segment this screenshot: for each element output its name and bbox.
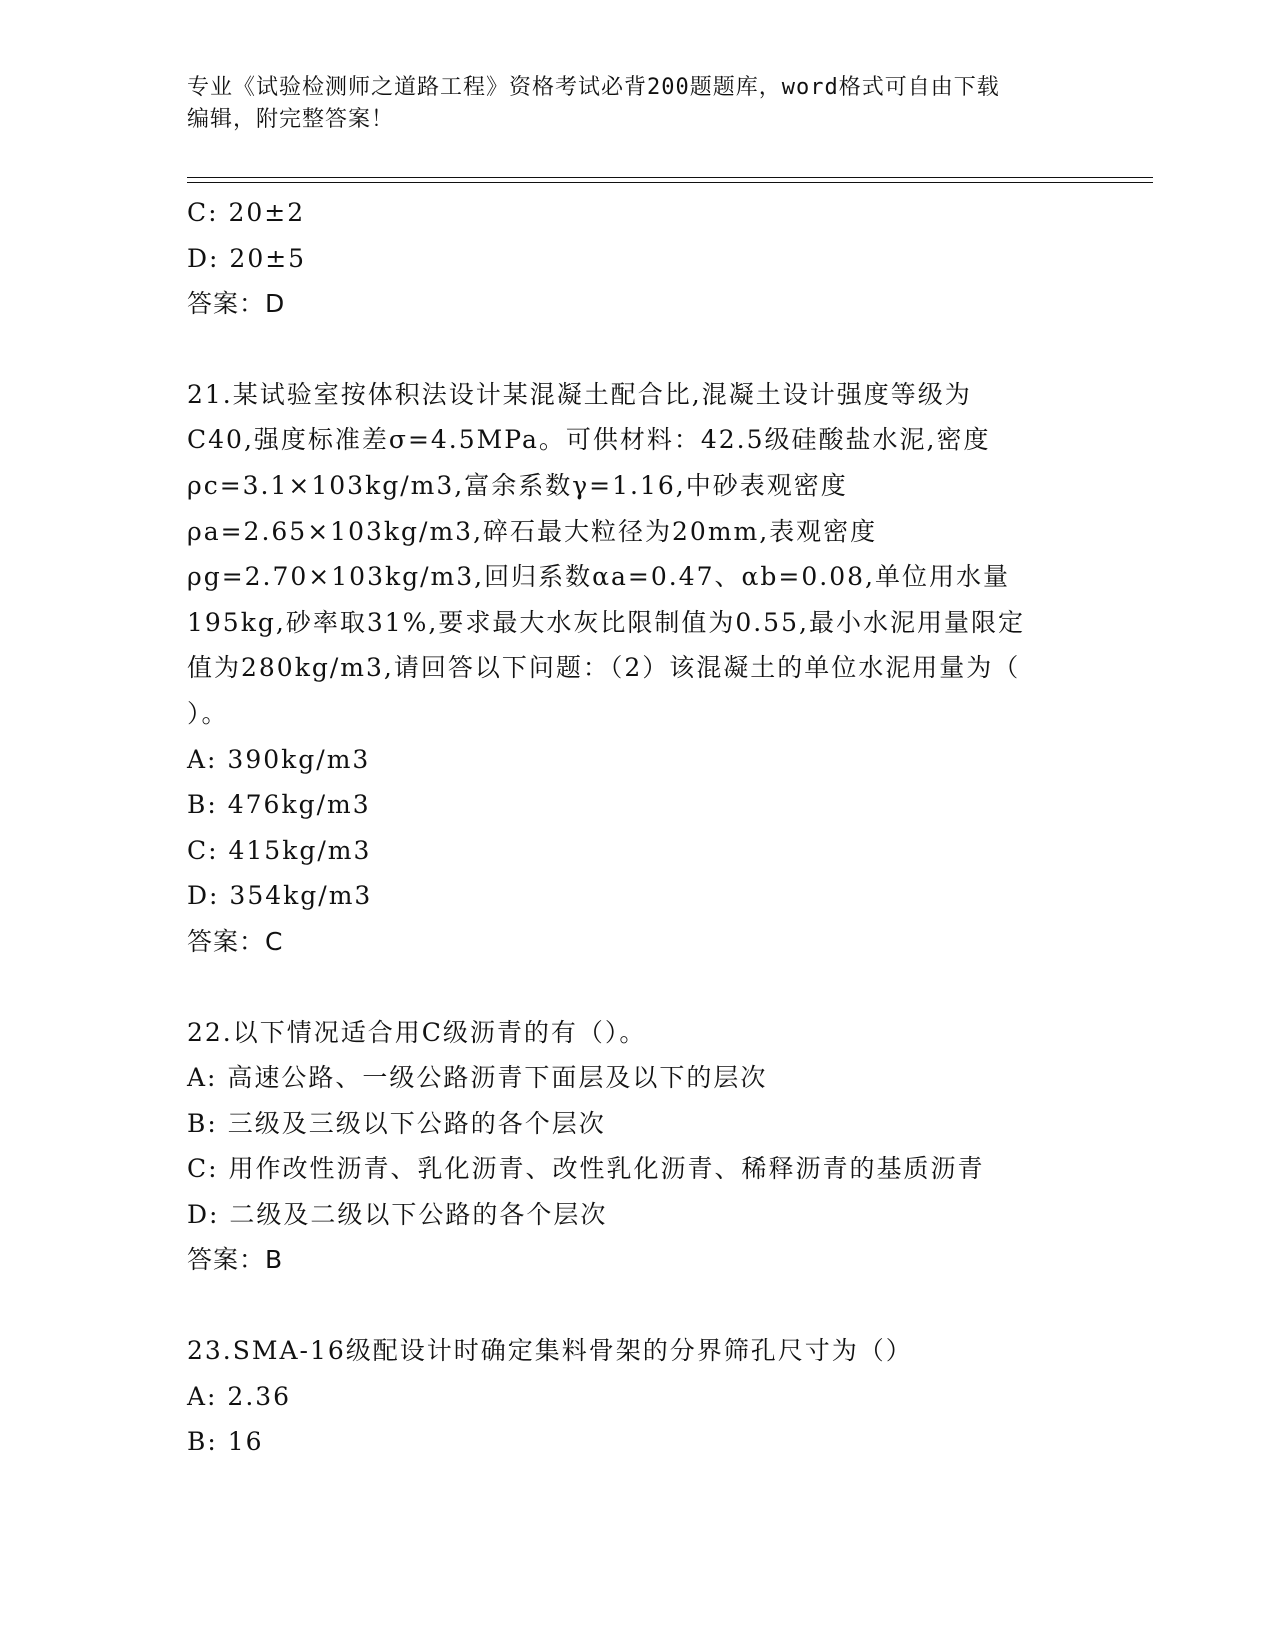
option-a: A: 2.36 bbox=[187, 1381, 292, 1411]
option-b: B: 476kg/m3 bbox=[187, 790, 371, 820]
option-b: B: 16 bbox=[187, 1427, 264, 1457]
header-rule-top bbox=[187, 177, 1153, 178]
option-a: A: 高速公路、一级公路沥青下面层及以下的层次 bbox=[187, 1063, 768, 1093]
question-stem-line: 值为280kg/m3,请回答以下问题：（2）该混凝土的单位水泥用量为（ bbox=[187, 653, 1021, 683]
page-header bbox=[187, 72, 1067, 136]
option-c: C: 用作改性沥青、乳化沥青、改性乳化沥青、稀释沥青的基质沥青 bbox=[187, 1154, 985, 1184]
question-stem-line: ρg=2.70×103kg/m3,回归系数αa=0.47、αb=0.08,单位用水量 bbox=[187, 562, 1010, 592]
question-spacer bbox=[187, 1283, 1087, 1328]
question-spacer bbox=[187, 965, 1087, 1010]
question-content bbox=[187, 190, 1087, 1465]
question-stem-line: 195kg,砂率取31%,要求最大水灰比限制值为0.55,最小水泥用量限定 bbox=[187, 607, 1025, 637]
question-stem-line: C40,强度标准差σ=4.5MPa。可供材料：42.5级硅酸盐水泥,密度 bbox=[187, 425, 991, 455]
answer-line: 答案：C bbox=[187, 926, 284, 956]
option-b: B: 三级及三级以下公路的各个层次 bbox=[187, 1108, 606, 1138]
option-d: D: 二级及二级以下公路的各个层次 bbox=[187, 1199, 608, 1229]
question-stem-line: ρc=3.1×103kg/m3,富余系数γ=1.16,中砂表观密度 bbox=[187, 470, 848, 500]
answer-line: 答案：B bbox=[187, 1245, 284, 1275]
option-c: C: 415kg/m3 bbox=[187, 835, 372, 865]
question-21 bbox=[187, 372, 1087, 965]
header-title-line-1: 专业《试验检测师之道路工程》资格考试必背200题题库，word格式可自由下载 bbox=[187, 75, 1000, 100]
header-title-line-2: 编辑，附完整答案！ bbox=[187, 107, 395, 132]
question-stem-line: 21.某试验室按体积法设计某混凝土配合比,混凝土设计强度等级为 bbox=[187, 379, 972, 409]
option-c: C: 20±2 bbox=[187, 198, 306, 227]
question-23 bbox=[187, 1328, 1087, 1465]
option-d: D: 20±5 bbox=[187, 243, 307, 273]
answer-line: 答案：D bbox=[187, 289, 286, 319]
question-stem: 23.SMA-16级配设计时确定集料骨架的分界筛孔尺寸为（） bbox=[187, 1336, 913, 1366]
question-20-tail bbox=[187, 190, 1087, 327]
header-rule-bottom bbox=[187, 182, 1153, 183]
option-d: D: 354kg/m3 bbox=[187, 881, 373, 911]
question-22 bbox=[187, 1010, 1087, 1284]
question-stem: 22.以下情况适合用C级沥青的有（）。 bbox=[187, 1017, 647, 1047]
question-stem-line: ）。 bbox=[187, 698, 229, 728]
option-a: A: 390kg/m3 bbox=[187, 744, 371, 774]
question-stem-line: ρa=2.65×103kg/m3,碎石最大粒径为20mm,表观密度 bbox=[187, 516, 878, 546]
question-spacer bbox=[187, 327, 1087, 372]
